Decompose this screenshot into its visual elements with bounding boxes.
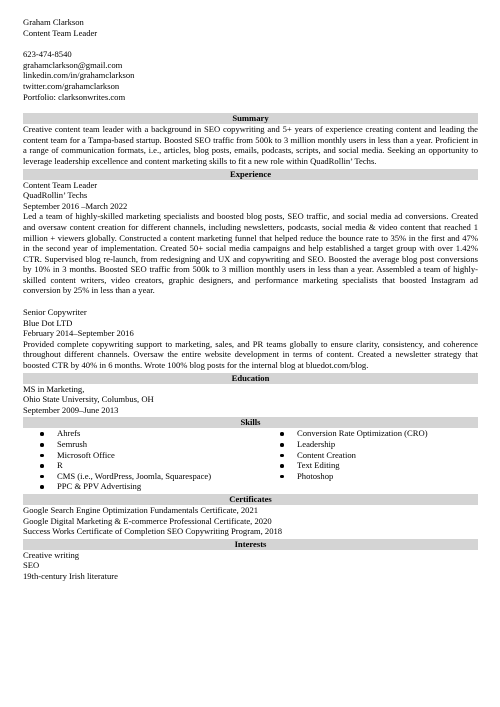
candidate-name: Graham Clarkson [23, 17, 84, 27]
job-entry [23, 180, 478, 297]
experience-heading: Experience [23, 169, 478, 180]
education-dates: September 2009–June 2013 [23, 404, 119, 415]
education-school: Ohio State University, Columbus, OH [23, 394, 154, 405]
skill-item: Conversion Rate Optimization (CRO) [280, 428, 428, 439]
job-company: Blue Dot LTD [23, 317, 73, 328]
skill-item: Photoshop [280, 471, 428, 482]
header-section [23, 17, 478, 102]
summary-heading: Summary [23, 113, 478, 124]
skills-column-right [280, 428, 428, 492]
job-dates: September 2016 –March 2022 [23, 200, 128, 211]
skills-column-left [40, 428, 280, 492]
certificate-item: Success Works Certificate of Completion SEO Copywriting Program, 2018 [23, 526, 283, 537]
skill-item: Ahrefs [40, 428, 280, 439]
skills-list [23, 428, 478, 492]
education-degree: MS in Marketing, [23, 383, 85, 394]
summary-text: Creative content team leader with a background in SEO copywriting and 5+ years of experience creating content and leading the content team for a Tampa-based startup. Boosted SEO traffic from 500k to 3 million monthly users in less than a year. Proficient in a range of communication formats, i.e., articles, blog posts, emails, podcasts, scripts, and social media. Seeking an opportunity to leverage leadership excellence and content marketing skills to fit a new role within QuadRollin’ Techs. [23, 124, 478, 166]
interest-item: SEO [23, 560, 40, 571]
certificate-item: Google Search Engine Optimization Fundamentals Certificate, 2021 [23, 504, 259, 515]
skill-item: PPC & PPV Advertising [40, 481, 280, 492]
education-heading: Education [23, 373, 478, 384]
skill-item: Content Creation [280, 450, 428, 461]
linkedin-url: linkedin.com/in/grahamclarkson [23, 70, 135, 81]
interests-heading: Interests [23, 539, 478, 550]
skill-item: R [40, 460, 280, 471]
job-entry [23, 307, 478, 371]
job-dates: February 2014–September 2016 [23, 328, 134, 339]
certificate-item: Google Digital Marketing & E-commerce Professional Certificate, 2020 [23, 515, 272, 526]
email-address: grahamclarkson@gmail.com [23, 59, 123, 70]
job-description: Led a team of highly-skilled marketing specialists and boosted blog posts, SEO traffic, and social media ad conversions. Created and oversaw content creation for different channels, including newsletters, podcasts, social media & video content that reached 1 million + viewers globally. Constructed a content marketing funnel that helped reduce the bounce rate to 35% in the first and 47% in the second year of implementation. Created 50+ social media campaigns and help established a target group with over 1.42% CTR. Supervised blog re-launch, from redesigning and UX and copywriting and SEO. Boosted the average blog post conversions by 10% in 3 months. Boosted SEO traffic from 500k to 3 million monthly users in less than a year. Assembled a team of highly-skilled content writers, video creators, graphic designers, and performance marketing specialists that boosted Instagram ad conversion by 25% in less than a year. [23, 211, 478, 296]
skills-heading: Skills [23, 417, 478, 428]
skill-item: Text Editing [280, 460, 428, 471]
portfolio-url: Portfolio: clarksonwrites.com [23, 91, 126, 102]
interest-item: 19th-century Irish literature [23, 570, 118, 581]
candidate-title: Content Team Leader [23, 27, 98, 38]
skill-item: CMS (i.e., WordPress, Joomla, Squarespace) [40, 471, 280, 482]
job-title: Senior Copywriter [23, 307, 87, 318]
job-description: Provided complete copywriting support to marketing, sales, and PR teams globally to ensure clarity, consistency, and coherence throughout different channels. Oversaw the entire website development in terms of content. Created a newsletter strategy that boosted CTR by 40% in 6 months. Wrote 100% blog posts for the internal blog at bluedot.com/blog. [23, 338, 478, 371]
skill-item: Microsoft Office [40, 450, 280, 461]
phone-number: 623-474-8540 [23, 49, 72, 60]
interest-item: Creative writing [23, 549, 80, 560]
skill-item: Leadership [280, 439, 428, 450]
certificates-heading: Certificates [23, 494, 478, 505]
skill-item: Semrush [40, 439, 280, 450]
twitter-url: twitter.com/grahamclarkson [23, 80, 120, 91]
job-title: Content Team Leader [23, 179, 98, 190]
job-company: QuadRollin’ Techs [23, 190, 88, 201]
